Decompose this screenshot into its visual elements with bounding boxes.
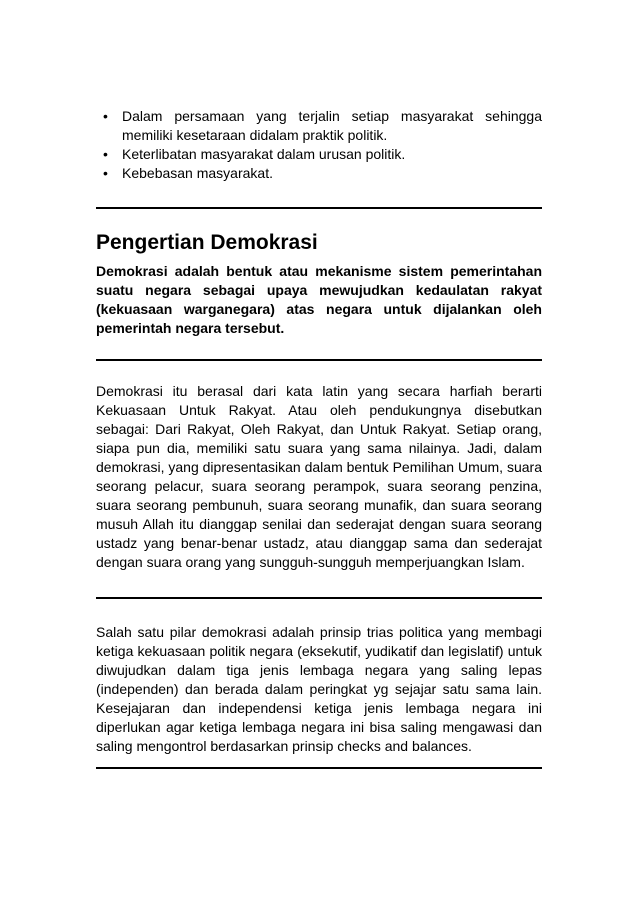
horizontal-divider bbox=[96, 597, 542, 599]
body-paragraph: Demokrasi itu berasal dari kata latin yang secara harfiah berarti Kekuasaan Untuk Rakyat. Atau oleh pendukungnya disebutkan sebagai: Dari Rakyat, Oleh Rakyat, dan Untuk Rakyat. Setiap orang, siapa pun dia, memiliki satu suara yang sama nilainya. Jadi, dalam demokrasi, yang dipresentasikan dalam bentuk Pemilihan Umum, suara seorang pelacur, suara seorang perampok, suara seorang penzina, suara seorang pembunuh, suara seorang munafik, dan suara seorang musuh Allah itu dianggap senilai dan sederajat dengan suara seorang ustadz yang benar-benar ustadz, atau dianggap sama dan sederajat dengan suara orang yang sungguh-sungguh memperjuangkan Islam. bbox=[96, 383, 542, 570]
body-paragraph: Salah satu pilar demokrasi adalah prinsip trias politica yang membagi ketiga kekuasaan politik negara (eksekutif, yudikatif dan legislatif) untuk diwujudkan dalam tiga jenis lembaga negara yang saling lepas (independen) dan berada dalam peringkat yg sejajar satu sama lain. Kesejajaran dan independensi ketiga jenis lembaga negara ini diperlukan agar ketiga lembaga negara ini bisa saling mengawasi dan saling mengontrol berdasarkan prinsip checks and balances. bbox=[96, 624, 542, 754]
horizontal-divider bbox=[96, 207, 542, 209]
bullet-list bbox=[96, 107, 542, 183]
bullet-icon: • bbox=[103, 146, 108, 162]
bullet-icon: • bbox=[103, 165, 108, 181]
horizontal-divider bbox=[96, 767, 542, 769]
bullet-icon: • bbox=[103, 108, 108, 124]
list-item bbox=[96, 107, 542, 145]
section-heading: Pengertian Demokrasi bbox=[96, 231, 318, 254]
horizontal-divider bbox=[96, 359, 542, 361]
definition-paragraph: Demokrasi adalah bentuk atau mekanisme sistem pemerintahan suatu negara sebagai upaya mewujudkan kedaulatan rakyat (kekuasaan warganegara) atas negara untuk dijalankan oleh pemerintah negara tersebut. bbox=[96, 263, 542, 336]
list-item bbox=[96, 164, 542, 183]
bullet-text: Keterlibatan masyarakat dalam urusan politik. bbox=[122, 146, 406, 162]
list-item bbox=[96, 145, 542, 164]
bullet-text: Dalam persamaan yang terjalin setiap masyarakat sehingga memiliki kesetaraan didalam praktik politik. bbox=[122, 108, 542, 143]
bullet-text: Kebebasan masyarakat. bbox=[122, 165, 273, 181]
